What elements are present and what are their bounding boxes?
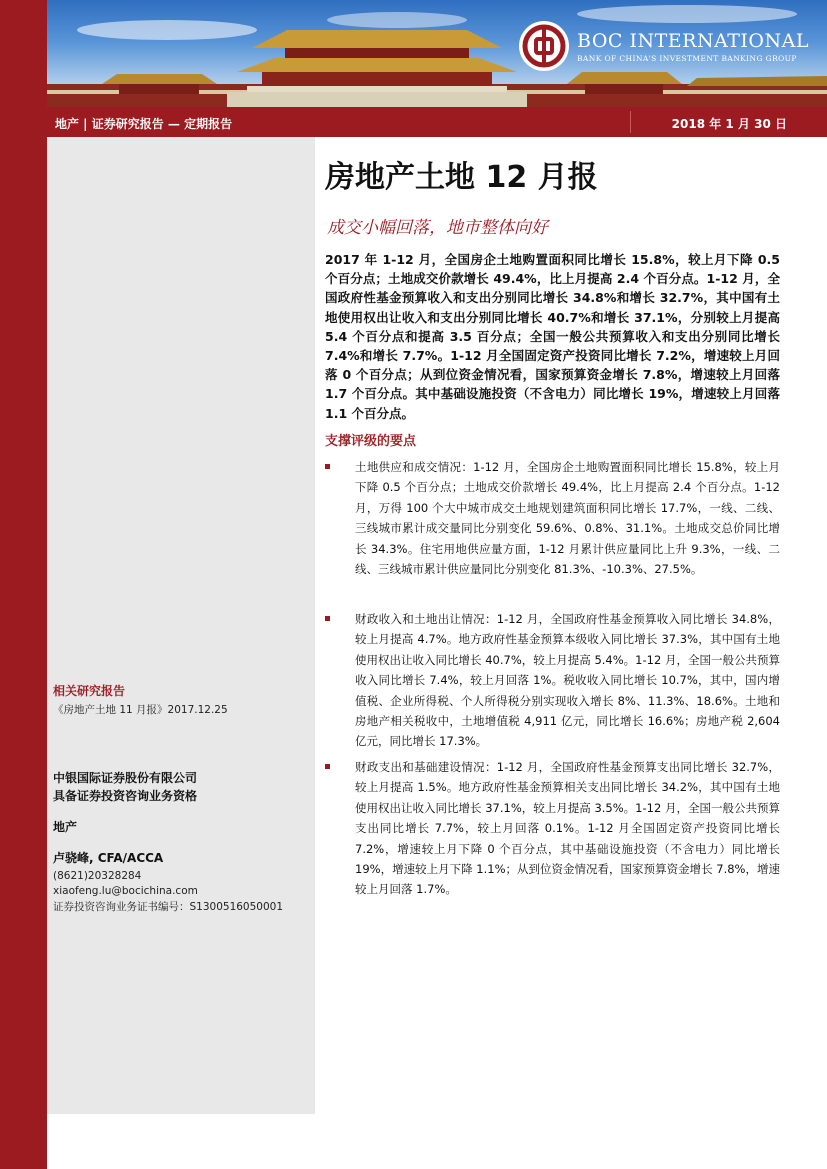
report-category: 地产 | 证券研究报告 — 定期报告 bbox=[55, 117, 233, 131]
bullet-square-icon bbox=[325, 464, 330, 469]
left-accent-bar bbox=[0, 0, 47, 1169]
company-name: 中银国际证券股份有限公司 bbox=[53, 771, 198, 785]
brand-tagline: BANK OF CHINA'S INVESTMENT BANKING GROUP bbox=[577, 53, 797, 63]
related-reports-title: 相关研究报告 bbox=[53, 684, 126, 698]
key-point-item bbox=[325, 609, 780, 752]
analyst-phone: (8621)20328284 bbox=[53, 870, 142, 882]
company-qualification: 具备证券投资咨询业务资格 bbox=[53, 789, 198, 803]
analyst-name: 卢骁峰, CFA/ACCA bbox=[53, 851, 164, 865]
key-points-title: 支撑评级的要点 bbox=[325, 434, 417, 449]
header-divider bbox=[630, 111, 631, 133]
report-header-strip bbox=[47, 107, 827, 137]
key-point-text: 财政收入和土地出让情况：1-12 月，全国政府性基金预算收入同比增长 34.8%，较上月提高 4.7%。地方政府性基金预算本级收入同比增长 37.3%，其中国有土地使用权出让收入同比增长 40.7%，较上月提高 5.4%。1-12 月，全国一般公共预算收入同比增长 7.4%，较上月回落 1%。税收收入同比增长 10.7%，其中，国内增值税、企业所得税、个人所得税分别实现收入增长 8%、11.3%、18.6%。土地和房地产相关税收中，土地增值税 4,911 亿元，同比增长 16.6%；房地产税 2,604 亿元，同比增长 17.3%。 bbox=[355, 612, 780, 749]
key-point-text: 财政支出和基础建设情况：1-12 月，全国政府性基金预算支出同比增长 32.7%，较上月提高 1.5%。地方政府性基金预算相关支出同比增长 34.2%，其中国有土地使用权出让收入同比增长 37.1%，较上月提高 3.5%。1-12 月，全国一般公共预算支出同比增长 7.7%，较上月回落 0.1%。1-12 月全国固定资产投资同比增长 7.2%，增速较上月下降 0 个百分点，其中基础设施投资（不含电力）同比增长 19%，增速较上月下降 1.1%；从到位资金情况看，国家预算资金增长 7.8%，增速较上月回落 1.7%。 bbox=[355, 760, 780, 897]
key-point-text: 土地供应和成交情况：1-12 月，全国房企土地购置面积同比增长 15.8%，较上月下降 0.5 个百分点；土地成交价款增长 49.4%，比上月提高 2.4 个百分点。1-12 月，万得 100 个大中城市成交土地规划建筑面积同比增长 17.7%，一线、二线、三线城市累计成交量同比分别变化 59.6%、0.8%、31.1%。土地成交总价同比增长 34.3%。住宅用地供应量方面，1-12 月累计供应量同比上升 9.3%，一线、二线、三线城市累计供应量同比分别变化 81.3%、-10.3%、27.5%。 bbox=[355, 460, 780, 577]
header-banner bbox=[47, 0, 827, 107]
report-subtitle: 成交小幅回落，地市整体向好 bbox=[327, 218, 548, 238]
analyst-email: xiaofeng.lu@bocichina.com bbox=[53, 885, 198, 897]
key-point-item bbox=[325, 457, 780, 579]
bullet-square-icon bbox=[325, 616, 330, 621]
brand-lockup bbox=[519, 20, 809, 72]
sidebar bbox=[47, 137, 315, 1114]
key-point-item bbox=[325, 757, 780, 900]
sector-label: 地产 bbox=[53, 820, 78, 834]
report-title: 房地产土地 12 月报 bbox=[325, 160, 598, 195]
analyst-license: 证券投资咨询业务证书编号：S1300516050001 bbox=[53, 901, 284, 913]
brand-name: BOC INTERNATIONAL bbox=[577, 29, 809, 52]
report-summary: 2017 年 1-12 月，全国房企土地购置面积同比增长 15.8%，较上月下降 0.5 个百分点；土地成交价款增长 49.4%，比上月提高 2.4 个百分点。1-12 月，全国政府性基金预算收入和支出分别同比增长 34.8%和增长 32.7%，其中国有土地使用权出让收入和支出分别同比增长 40.7%和增长 37.1%，分别较上月提高 5.4 个百分点和提高 3.5 百分点；全国一般公共预算收入和支出分别同比增长 7.4%和增长 7.7%。1-12 月全国固定资产投资同比增长 7.2%，增速较上月回落 0 个百分点；从到位资金情况看，国家预算资金增长 7.8%，增速较上月回落 1.7 个百分点。其中基础设施投资（不含电力）同比增长 19%，增速较上月回落 1.1 个百分点。 bbox=[325, 252, 780, 421]
boc-logo-icon bbox=[519, 21, 569, 71]
related-report-item: 《房地产土地 11 月报》2017.12.25 bbox=[53, 704, 228, 716]
report-date: 2018 年 1 月 30 日 bbox=[671, 117, 787, 131]
bullet-square-icon bbox=[325, 764, 330, 769]
